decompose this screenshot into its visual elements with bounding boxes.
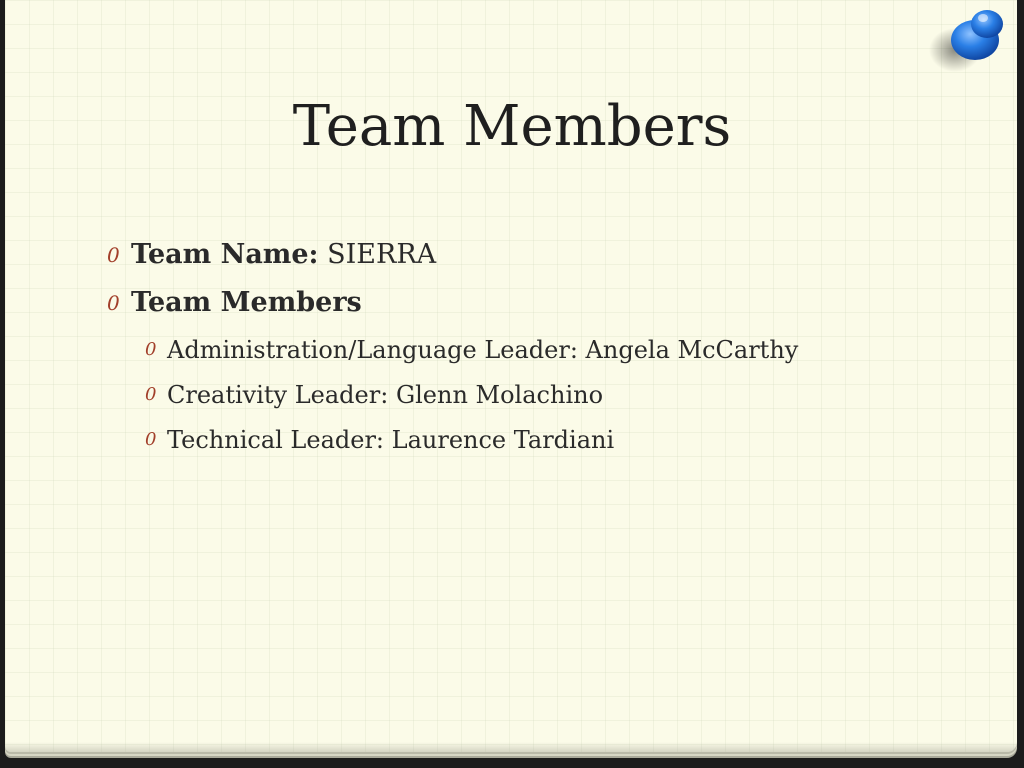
slide: [5, 0, 1017, 752]
sub-bullet-creativity-leader: [101, 375, 981, 420]
bullet-marker: 0: [145, 429, 157, 450]
bullet-team-members: [101, 282, 981, 330]
bullet-marker: 0: [145, 384, 157, 405]
team-name-value: SIERRA: [327, 239, 437, 270]
sub-bullet-text: Administration/Language Leader: Angela McCarthy: [167, 336, 799, 364]
bullet-team-name: [101, 234, 981, 282]
team-name-label: Team Name:: [131, 239, 319, 270]
bullet-marker: 0: [107, 243, 120, 267]
sub-bullet-technical-leader: [101, 420, 981, 465]
sub-bullet-admin-leader: [101, 330, 981, 375]
slide-title: Team Members: [292, 94, 732, 159]
push-pin-icon: [917, 0, 1017, 80]
bullet-list: [101, 234, 981, 465]
team-members-label: Team Members: [131, 287, 362, 318]
sub-bullet-text: Creativity Leader: Glenn Molachino: [167, 381, 604, 409]
bullet-marker: 0: [107, 291, 120, 315]
page-curl: [5, 742, 1017, 752]
bullet-marker: 0: [145, 339, 157, 360]
sub-bullet-text: Technical Leader: Laurence Tardiani: [167, 426, 615, 454]
